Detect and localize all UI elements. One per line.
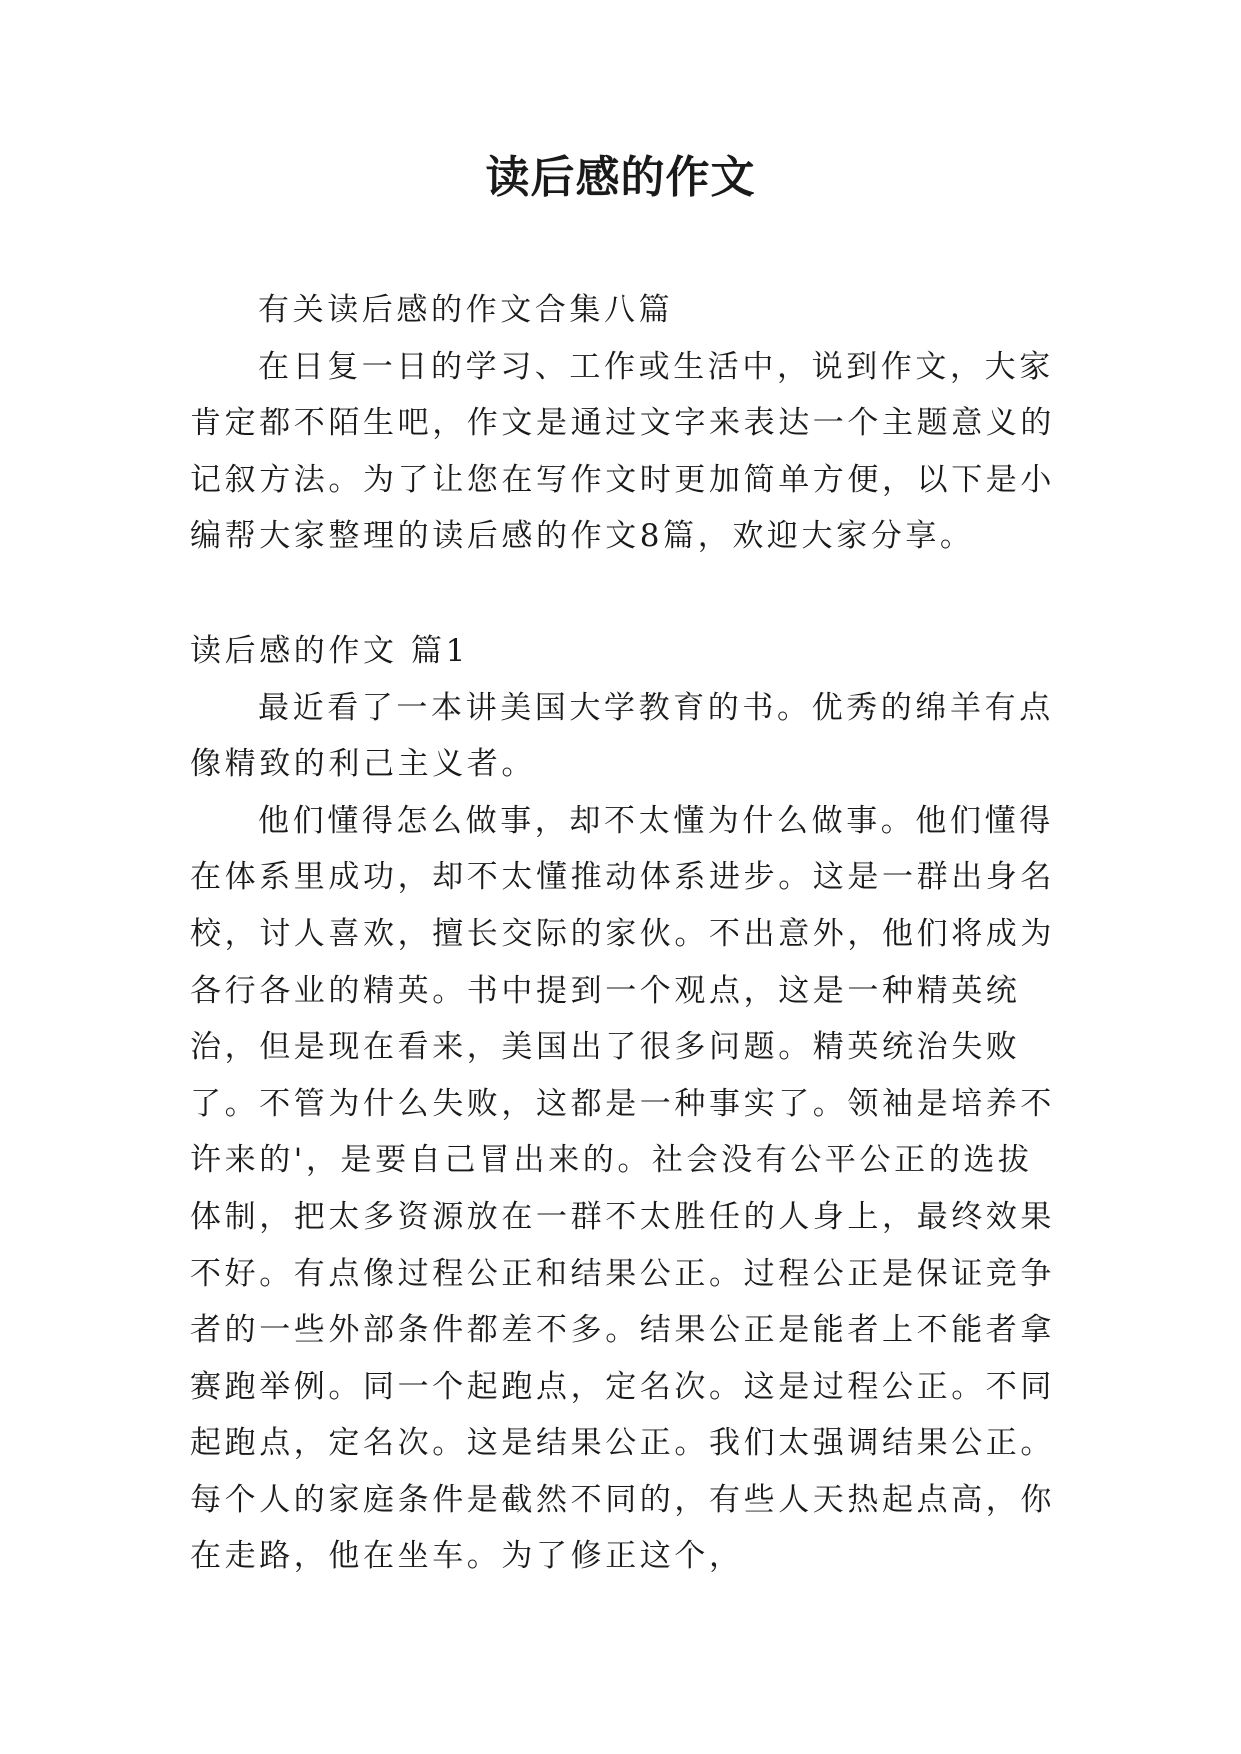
section-spacer: [190, 565, 1056, 623]
section-heading: 读后感的作文 篇1: [190, 632, 469, 669]
document-subtitle: 有关读后感的作文合集八篇: [258, 292, 674, 328]
document-body: [190, 282, 1056, 1585]
body-paragraph-2: 他们懂得怎么做事，却不太懂为什么做事。他们懂得在体系里成功，却不太懂推动体系进步。这是一群出身名校，讨人喜欢，擅长交际的家伙。不出意外，他们将成为各行各业的精英。书中提到一个观点，这是一种精英统治，但是现在看来，美国出了很多问题。精英统治失败了。不管为什么失败，这都是一种事实了。领袖是培养不许来的'，是要自己冒出来的。社会没有公平公正的选拔体制，把太多资源放在一群不太胜任的人身上，最终效果不好。有点像过程公正和结果公正。过程公正是保证竞争者的一些外部条件都差不多。结果公正是能者上不能者拿赛跑举例。同一个起跑点，定名次。这是过程公正。不同起跑点，定名次。这是结果公正。我们太强调结果公正。每个人的家庭条件是截然不同的，有些人天热起点高，你在走路，他在坐车。为了修正这个，: [190, 802, 1055, 1575]
document-title: 读后感的作文: [485, 152, 756, 203]
body-paragraph-1: 最近看了一本讲美国大学教育的书。优秀的绵羊有点像精致的利己主义者。: [190, 689, 1054, 783]
intro-paragraph: 在日复一日的学习、工作或生活中，说到作文，大家肯定都不陌生吧，作文是通过文字来表达一个主题意义的记叙方法。为了让您在写作文时更加简单方便，以下是小编帮大家整理的读后感的作文8篇，欢迎大家分享。: [190, 348, 1055, 555]
